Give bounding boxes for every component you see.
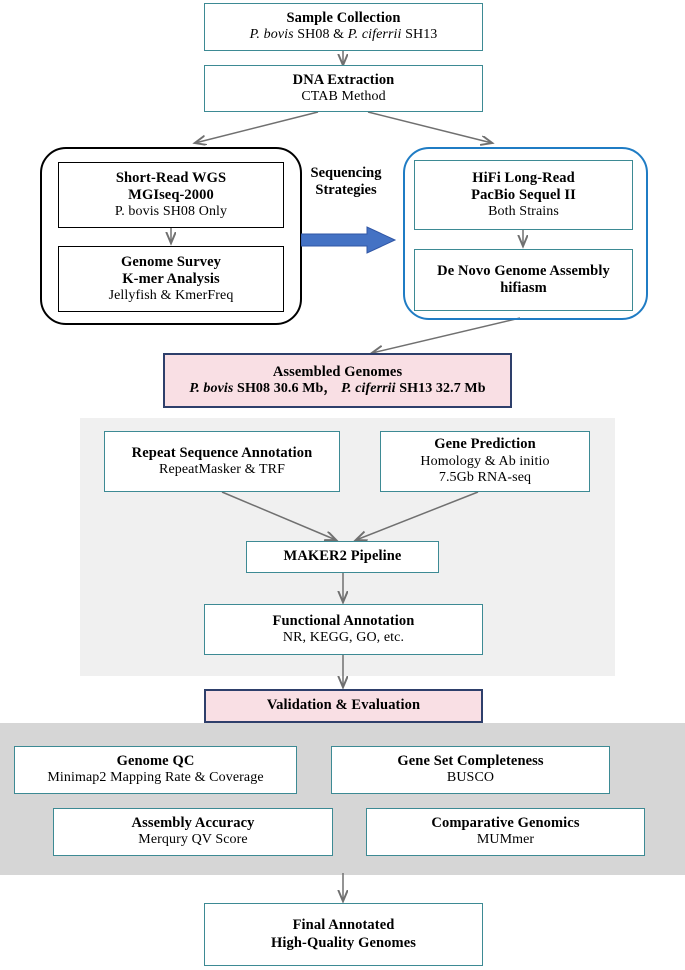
node-sample-collection[interactable] (204, 3, 483, 51)
assembly-accuracy-title: Assembly Accuracy (131, 815, 255, 832)
de-novo-assembly-title: De Novo Genome Assembly (437, 262, 610, 279)
sample-collection-title: Sample Collection (286, 10, 401, 27)
gene-set-completeness-title: Gene Set Completeness (397, 753, 544, 770)
maker2-title: MAKER2 Pipeline (283, 548, 402, 565)
node-hifi-long-read[interactable] (414, 160, 633, 230)
hifi-long-read-platform: PacBio Sequel II (471, 186, 576, 203)
node-assembled-genomes[interactable] (163, 353, 512, 408)
short-read-wgs-strain: P. bovis SH08 Only (114, 203, 228, 219)
dna-extraction-title: DNA Extraction (292, 71, 395, 88)
gene-prediction-title: Gene Prediction (434, 436, 536, 453)
comparative-genomics-tool: MUMmer (476, 832, 535, 848)
validation-evaluation-title: Validation & Evaluation (266, 697, 421, 714)
genome-qc-title: Genome QC (116, 753, 195, 770)
hifi-long-read-title: HiFi Long-Read (472, 169, 575, 186)
assembly-accuracy-metric: Merqury QV Score (138, 832, 248, 848)
node-final-annotated-genomes[interactable] (204, 903, 483, 966)
node-assembly-accuracy[interactable] (53, 808, 333, 856)
short-read-wgs-platform: MGIseq-2000 (128, 186, 214, 203)
node-genome-survey[interactable] (58, 246, 284, 312)
node-dna-extraction[interactable] (204, 65, 483, 112)
node-short-read-wgs[interactable] (58, 162, 284, 228)
node-de-novo-assembly[interactable] (414, 249, 633, 311)
gene-prediction-data: 7.5Gb RNA-seq (438, 470, 532, 486)
gene-prediction-method: Homology & Ab initio (420, 453, 550, 469)
assembled-genomes-sizes: P. bovis SH08 30.6 Mb， P. ciferrii SH13 32.7 Mb (189, 380, 486, 396)
comparative-genomics-title: Comparative Genomics (431, 815, 580, 832)
sequencing-strategies-label (291, 165, 401, 200)
node-validation-evaluation[interactable] (204, 689, 483, 723)
genome-survey-method: K-mer Analysis (122, 270, 220, 287)
final-genomes-line2: High-Quality Genomes (271, 934, 416, 951)
de-novo-assembly-tool: hifiasm (500, 280, 547, 296)
assembled-genomes-title: Assembled Genomes (272, 363, 403, 380)
node-gene-prediction[interactable] (380, 431, 590, 492)
repeat-annotation-title: Repeat Sequence Annotation (131, 444, 313, 461)
hifi-long-read-strains: Both Strains (488, 203, 559, 219)
genome-survey-tools: Jellyfish & KmerFreq (108, 287, 234, 303)
sample-collection-subtitle: P. bovis SH08 & P. ciferrii SH13 (249, 27, 438, 43)
node-repeat-sequence-annotation[interactable] (104, 431, 340, 492)
blue-transfer-arrow (301, 226, 397, 254)
sequencing-strategies-text: Sequencing Strategies (310, 165, 382, 199)
functional-annotation-title: Functional Annotation (272, 612, 415, 629)
node-genome-qc[interactable] (14, 746, 297, 794)
repeat-annotation-tools: RepeatMasker & TRF (159, 461, 285, 477)
arrow-dna-to-shortread (195, 112, 318, 143)
dna-extraction-subtitle: CTAB Method (301, 88, 386, 104)
node-functional-annotation[interactable] (204, 604, 483, 655)
node-comparative-genomics[interactable] (366, 808, 645, 856)
node-gene-set-completeness[interactable] (331, 746, 610, 794)
functional-annotation-dbs: NR, KEGG, GO, etc. (282, 629, 405, 645)
short-read-wgs-title: Short-Read WGS (115, 169, 227, 186)
genome-survey-title: Genome Survey (121, 253, 221, 270)
final-genomes-line1: Final Annotated (292, 917, 395, 934)
arrow-dna-to-hifi (368, 112, 492, 143)
genome-qc-metric: Minimap2 Mapping Rate & Coverage (47, 770, 264, 786)
gene-set-completeness-tool: BUSCO (446, 770, 495, 786)
node-maker2-pipeline[interactable] (246, 541, 439, 573)
arrow-assembly-to-genomes (372, 318, 520, 353)
